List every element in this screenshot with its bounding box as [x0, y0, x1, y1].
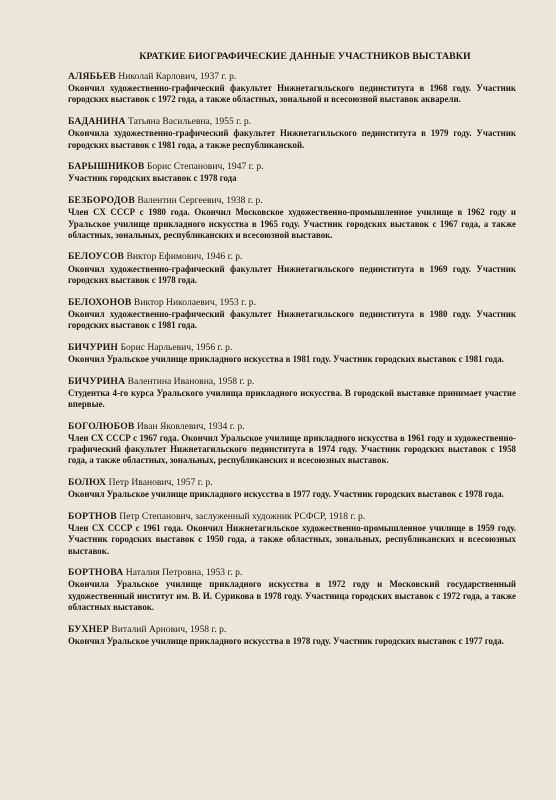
entry-text: Окончила художественно-графический факультет Нижнетагильского пединститута в 1979 году. Участник городских выставок с 1981 года, а также республиканской. — [68, 128, 516, 150]
entry-heading — [68, 421, 516, 432]
biography-entry — [68, 297, 516, 332]
biography-entry — [68, 421, 516, 467]
entry-heading — [68, 342, 516, 353]
entry-name-and-birth: Иван Яковлевич, 1934 г. р. — [134, 420, 245, 432]
entry-heading — [68, 511, 516, 522]
biography-entry — [68, 116, 516, 151]
entry-surname: АЛЯБЬЕВ — [68, 71, 116, 82]
entry-text: Член СХ СССР с 1961 года. Окончил Нижнетагильское художественно-промышленное училище в 1959 году. Участник городских выставок с 1950 года, а также областных, зональных, республиканских и всесоюзных выставок. — [68, 523, 516, 556]
biography-entry — [68, 161, 516, 184]
entry-name-and-birth: Виктор Ефимович, 1946 г. р. — [124, 251, 243, 263]
entry-name-and-birth: Виктор Николаевич, 1953 г. р. — [131, 296, 256, 308]
entry-surname: БОРТНОВ — [68, 510, 117, 522]
entry-name-and-birth: Валентин Сергеевич, 1938 г. р. — [134, 195, 263, 207]
entry-surname: БЕЛОХОНОВ — [68, 296, 132, 308]
entry-surname: БОЛЮХ — [68, 476, 107, 488]
biography-entry — [68, 511, 516, 557]
entry-text: Студентка 4-го курса Уральского училища прикладного искусства. В городской выставке принимает участие впервые. — [68, 387, 516, 409]
entry-text: Окончил художественно-графический факультет Нижнетагильского пединститута в 1980 году. Участник городских выставок с 1981 года. — [68, 308, 516, 330]
entry-surname: БАДАНИНА — [68, 116, 126, 128]
entry-name-and-birth: Петр Иванович, 1957 г. р. — [106, 476, 213, 488]
entry-heading — [68, 477, 516, 488]
entry-text: Окончила Уральское училище прикладного искусства в 1972 году и Московский государственный художественный институт им. В. И. Сурикова в 1978 году. Участница городских выставок с 1972 года, а также областных выставок. — [68, 579, 516, 612]
entry-name-and-birth: Виталий Арнович, 1958 г. р. — [108, 623, 227, 635]
biography-entry — [68, 251, 516, 286]
entry-name-and-birth: Валентина Ивановна, 1958 г. р. — [125, 375, 255, 387]
entry-heading — [68, 624, 516, 635]
entry-surname: БАРЫШНИКОВ — [68, 161, 145, 173]
biography-entry — [68, 477, 516, 500]
entry-name-and-birth: Наталия Петровна, 1953 г. р. — [123, 567, 243, 579]
entry-surname: БУХНЕР — [68, 623, 109, 635]
entry-heading — [68, 116, 516, 127]
biography-entry — [68, 71, 516, 106]
entry-name-and-birth: Николай Карлович, 1937 г. р. — [115, 71, 237, 82]
entry-surname: БИЧУРИН — [68, 341, 119, 353]
entry-surname: БИЧУРИНА — [68, 375, 126, 387]
biography-entry — [68, 567, 516, 613]
page-title: КРАТКИЕ БИОГРАФИЧЕСКИЕ ДАННЫЕ УЧАСТНИКОВ ВЫСТАВКИ — [139, 51, 471, 62]
entry-text: Окончил художественно-графический факультет Нижнетагильского пединститута в 1969 году. Участник городских выставок с 1978 года. — [68, 263, 516, 285]
entry-text: Окончил художественно-графический факультет Нижнетагильского пединститута в 1968 году. Участник городских выставок с 1972 года, а также областных, зональной и всесоюзной выставок акварели. — [68, 83, 516, 105]
entry-heading — [68, 161, 516, 172]
entry-heading — [68, 567, 516, 578]
entry-name-and-birth: Петр Степанович, заслуженный художник РСФСР, 1918 г. р. — [116, 510, 366, 522]
entry-heading — [68, 376, 516, 387]
entry-text: Член СХ СССР с 1980 года. Окончил Московское художественно-промышленное училище в 1962 году и Уральское училище прикладного искусства в 1965 году. Участник городских выставок с 1967 года, а также областных, зональных, республиканских и всесоюзной выставок. — [68, 207, 516, 240]
entry-text: Член СХ СССР с 1967 года. Окончил Уральское училище прикладного искусства в 1961 году и художественно-графический факультет Нижнетагильского пединститута в 1974 году. Участник городских выставок с 1958 года, а также областных, зональных, республиканских и всесоюзных выставок. — [68, 432, 516, 466]
entry-text: Окончил Уральское училище прикладного искусства в 1977 году. Участник городских выставок с 1978 года. — [68, 489, 504, 500]
biography-entry — [68, 624, 516, 647]
entry-heading — [68, 71, 516, 82]
biography-entry — [68, 342, 516, 365]
biography-entry — [68, 376, 516, 411]
entry-name-and-birth: Борис Степанович, 1947 г. р. — [144, 161, 264, 173]
entry-text: Участник городских выставок с 1978 года — [68, 173, 237, 184]
entry-name-and-birth: Борис Нарльевич, 1956 г. р. — [118, 341, 233, 353]
entry-heading — [68, 195, 516, 206]
entry-text: Окончил Уральское училище прикладного искусства в 1978 году. Участник городских выставок с 1977 года. — [68, 635, 504, 646]
entry-surname: БОРТНОВА — [68, 567, 124, 579]
entry-surname: БЕЗБОРОДОВ — [68, 195, 135, 207]
entry-surname: БОГОЛЮБОВ — [68, 420, 135, 432]
entry-name-and-birth: Татьяна Васильевна, 1955 г. р. — [125, 116, 252, 128]
biography-entry — [68, 195, 516, 241]
entry-heading — [68, 297, 516, 308]
entry-text: Окончил Уральское училище прикладного искусства в 1981 году. Участник городских выставок с 1981 года. — [68, 353, 504, 364]
entry-surname: БЕЛОУСОВ — [68, 251, 125, 263]
entry-heading — [68, 251, 516, 262]
